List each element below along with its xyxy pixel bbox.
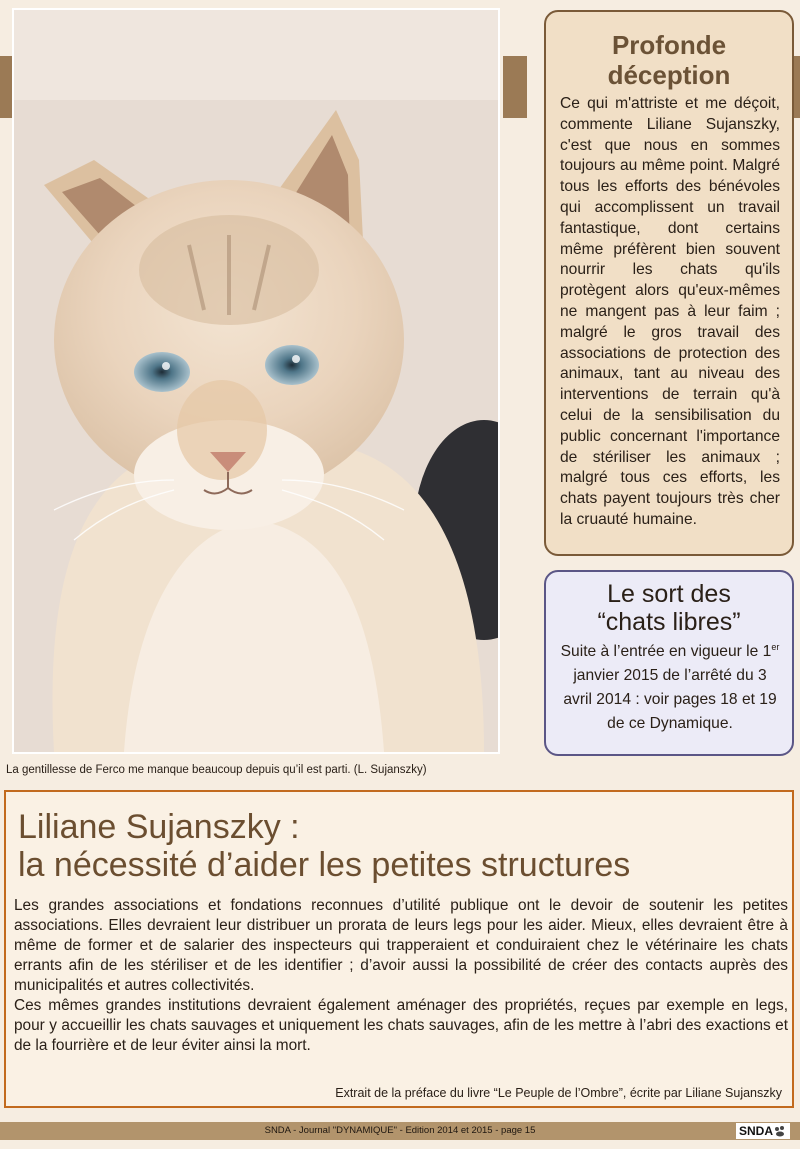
headline-line2: la nécessité d’aider les petites structures	[18, 846, 631, 884]
article-credit: Extrait de la préface du livre “Le Peuple de l’Ombre”, écrite par Liliane Sujanszky	[335, 1086, 782, 1100]
footer-text: SNDA - Journal "DYNAMIQUE" - Edition 2014 et 2015 - page 15	[264, 1125, 536, 1136]
decorative-band-middle	[503, 56, 527, 118]
article-paragraph: Ces mêmes grandes institutions devraient également aménager des propriétés, reçues par exemple en legs, pour y accueillir les chats sauvages et uniquement les chats sauvages, afin de les mettre à l’abri des exactions et de la fourrière et de leur éviter ainsi la mort.	[14, 997, 788, 1054]
article-paragraph: Les grandes associations et fondations reconnues d’utilité publique ont le devoir de soutenir les petites associations. Elles devraient leur distribuer un prorata de leurs legs pour les aider. Mieux, elles devraient être à même de former et de salarier des inspecteurs qui trapperaient et conduiraient chez le vétérinaire les chats errants afin de les stériliser et de les identifier ; d’avoir aussi la possibilité de créer des contacts auprès des municipalités et autres collectivités.	[14, 897, 788, 994]
snda-logo	[736, 1123, 790, 1139]
sidebar-box-profonde-deception	[544, 10, 794, 556]
article-box	[4, 790, 794, 1108]
box-text: Ce qui m'attriste et me déçoit, commente Liliane Sujanszky, c'est que nous en sommes toujours au même point. Malgré tous les efforts des bénévoles qui accomplissent un travail fantastique, dont certains même préfèrent bien souvent nourrir les chats qu'ils protègent alors qu'eux-mêmes ne mangent pas à leur faim ; malgré le gros travail des associations de protection des animaux, tant au niveau des interventions de terrain qu'à celui de la sensibilisation du public concernant l'importance de stériliser les animaux ; malgré tous ces efforts, les chats payent toujours très cher la cruauté humaine.	[560, 95, 780, 528]
box-text	[560, 640, 780, 736]
article-body	[14, 896, 788, 1056]
box-title	[554, 580, 784, 636]
ordinal-superscript: er	[771, 641, 780, 652]
headline-line1: Liliane Sujanszky :	[18, 808, 300, 846]
decorative-band-left	[0, 56, 12, 118]
page-footer	[0, 1122, 800, 1140]
box-text-start: Suite à l’entrée en vigueur le 1	[560, 643, 772, 660]
box-title	[554, 30, 784, 90]
box-title-line1: Profonde	[611, 30, 727, 60]
photo-caption: La gentillesse de Ferco me manque beaucoup depuis qu’il est parti. (L. Sujanszky)	[6, 764, 427, 776]
article-headline	[18, 808, 788, 884]
box-title-line1: Le sort des	[607, 580, 731, 608]
logo-text: SNDA	[738, 1124, 773, 1138]
cat-photo	[12, 8, 500, 754]
box-text-end: janvier 2015 de l’arrêté du 3 avril 2014 : voir pages 18 et 19 de ce Dynamique.	[563, 667, 777, 732]
paw-icon	[773, 1125, 787, 1137]
box-title-line2: déception	[607, 60, 731, 90]
sidebar-box-chats-libres	[544, 570, 794, 756]
box-title-line2: “chats libres”	[597, 608, 741, 636]
